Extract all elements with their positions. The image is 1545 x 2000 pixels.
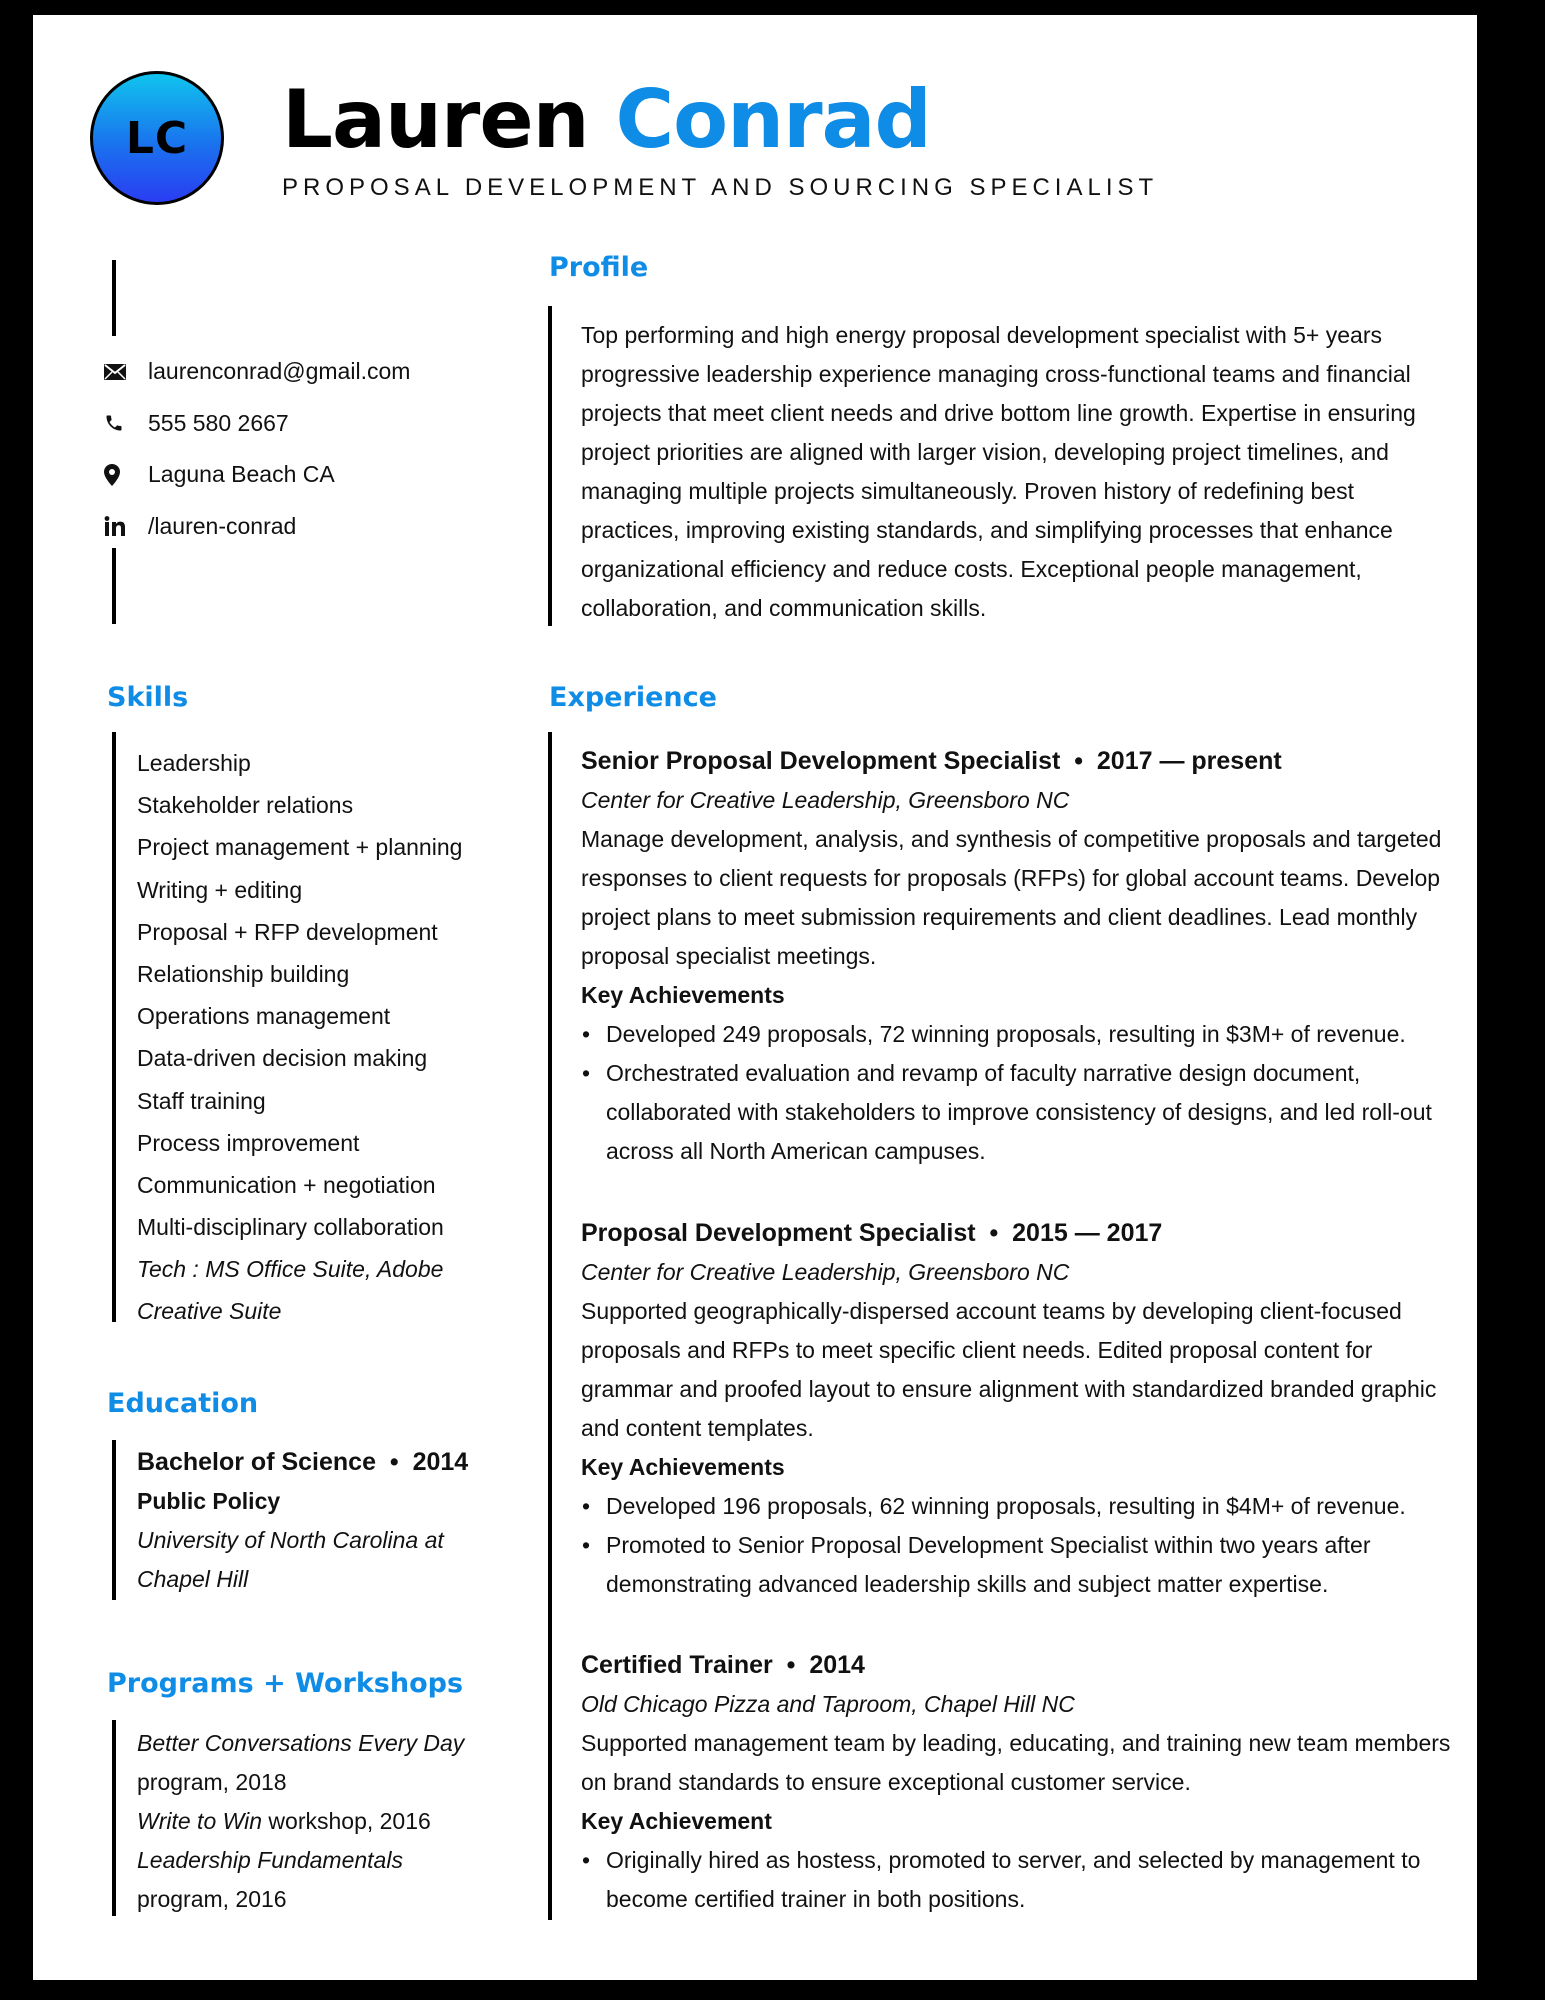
skill-item: Communication + negotiation	[137, 1171, 436, 1198]
program-1-detail: program, 2018	[137, 1769, 287, 1795]
map-pin-icon	[104, 464, 148, 486]
degree-line	[137, 1443, 468, 1482]
achievement-item: • Orchestrated evaluation and revamp of faculty narrative design document, collaborated with stakeholders to improve consistency of designs, and led roll-out across all North American campuses.	[581, 1054, 1451, 1171]
skill-item: Stakeholder relations	[137, 792, 354, 819]
job-entry-2	[581, 1213, 1451, 1604]
contact-block	[104, 346, 410, 552]
contact-divider-bottom	[112, 548, 116, 624]
skill-item: Proposal + RFP development	[137, 918, 438, 945]
experience-heading: Experience	[549, 682, 717, 713]
bullet-separator: •	[389, 1448, 399, 1476]
job-1-achievements-label: Key Achievements	[581, 982, 785, 1008]
last-name: Conrad	[615, 73, 931, 166]
job-1-header	[581, 741, 1451, 781]
job-2-organization: Center for Creative Leadership, Greensboro NC	[581, 1259, 1070, 1285]
skill-item: Staff training	[137, 1087, 266, 1114]
job-3-achievements	[581, 1841, 1451, 1919]
achievement-item: • Developed 196 proposals, 62 winning proposals, resulting in $4M+ of revenue.	[581, 1487, 1451, 1526]
programs-heading: Programs + Workshops	[107, 1668, 464, 1699]
degree-year: 2014	[412, 1448, 469, 1476]
contact-linkedin[interactable]	[104, 501, 410, 553]
first-name: Lauren	[282, 73, 589, 166]
job-entry-1	[581, 741, 1451, 1171]
job-2-dates: 2015 — 2017	[1012, 1219, 1163, 1247]
education-bar	[112, 1440, 116, 1600]
program-2-detail: workshop, 2016	[262, 1808, 431, 1834]
skill-item: Multi-disciplinary collaboration	[137, 1214, 444, 1241]
job-1-title: Senior Proposal Development Specialist	[581, 747, 1061, 775]
program-3-title	[137, 1841, 464, 1880]
skill-item: Process improvement	[137, 1129, 360, 1156]
achievement-item: • Promoted to Senior Proposal Development Specialist within two years after demonstrating advanced leadership skills and subject matter expertise.	[581, 1526, 1451, 1604]
job-3-dates: 2014	[809, 1651, 865, 1679]
bullet-separator: •	[1074, 747, 1083, 775]
skill-item-tech-cont: Creative Suite	[137, 1298, 282, 1325]
skill-item: Leadership	[137, 750, 251, 776]
skills-list	[137, 742, 462, 1333]
program-2-name: Write to Win	[137, 1808, 263, 1834]
profile-heading: Profile	[549, 252, 649, 283]
phone-icon	[104, 413, 148, 433]
job-1-dates: 2017 — present	[1096, 747, 1282, 775]
experience-bar	[548, 732, 552, 1920]
job-3-title: Certified Trainer	[581, 1651, 773, 1679]
job-2-achievements	[581, 1487, 1451, 1604]
profile-bar	[548, 306, 552, 626]
program-2	[137, 1802, 464, 1841]
job-2-description: Supported geographically-dispersed account teams by developing client-focused proposals and RFPs to meet specific client needs. Edited proposal content for grammar and proofed layout to ensure alignment with standardized branded graphic and content templates.	[581, 1298, 1437, 1441]
linkedin-text: /lauren-conrad	[148, 512, 297, 539]
school-line-1: University of North Carolina at	[137, 1527, 444, 1553]
profile-text: Top performing and high energy proposal development specialist with 5+ years progressive leadership experience managing cross-functional teams and financial projects that meet client needs and drive bottom line growth. Expertise in ensuring project priorities are aligned with larger vision, developing project timelines, and managing multiple projects simultaneously. Proven history of redefining best practices, improving existing standards, and simplifying processes that enhance organizational efficiency and reduce costs. Exceptional people management, collaboration, and communication skills.	[581, 322, 1416, 621]
program-3-name: Leadership Fundamentals	[137, 1847, 403, 1873]
candidate-name	[282, 72, 931, 168]
programs-bar	[112, 1720, 116, 1916]
email-text: laurenconrad@gmail.com	[148, 358, 411, 385]
contact-location	[104, 449, 410, 501]
job-2-achievements-label: Key Achievements	[581, 1454, 785, 1480]
degree: Bachelor of Science	[137, 1448, 376, 1476]
monogram-badge	[90, 71, 224, 205]
achievement-item: • Developed 249 proposals, 72 winning proposals, resulting in $3M+ of revenue.	[581, 1015, 1451, 1054]
contact-divider-top	[112, 260, 116, 336]
job-title: PROPOSAL DEVELOPMENT AND SOURCING SPECIALIST	[282, 174, 1159, 201]
job-1-description: Manage development, analysis, and synthesis of competitive proposals and targeted responses to client requests for proposals (RFPs) for global account teams. Develop project plans to meet submission requirements and client deadlines. Lead monthly proposal specialist meetings.	[581, 826, 1442, 969]
program-3-detail: program, 2016	[137, 1886, 287, 1912]
program-1-title	[137, 1724, 464, 1763]
skill-item: Relationship building	[137, 960, 350, 987]
contact-phone[interactable]	[104, 398, 410, 450]
skill-item: Data-driven decision making	[137, 1045, 428, 1072]
skill-item: Operations management	[137, 1003, 391, 1030]
education-heading: Education	[107, 1388, 259, 1419]
job-2-title: Proposal Development Specialist	[581, 1219, 976, 1247]
skill-item: Project management + planning	[137, 834, 463, 861]
job-3-organization: Old Chicago Pizza and Taproom, Chapel Hill NC	[581, 1691, 1075, 1717]
job-1-organization: Center for Creative Leadership, Greensboro NC	[581, 787, 1070, 813]
bullet-separator: •	[786, 1651, 796, 1679]
monogram-initials: LC	[125, 112, 189, 164]
education-block	[137, 1443, 468, 1599]
achievement-item: • Originally hired as hostess, promoted to server, and selected by management to become certified trainer in both positions.	[581, 1841, 1451, 1919]
school-line-2: Chapel Hill	[137, 1566, 249, 1592]
skill-item-tech: Tech : MS Office Suite, Adobe	[137, 1256, 444, 1283]
linkedin-icon	[104, 516, 148, 536]
skills-bar	[112, 732, 116, 1322]
job-3-header	[581, 1645, 1451, 1685]
phone-text: 555 580 2667	[148, 409, 289, 436]
bullet-separator: •	[989, 1219, 999, 1247]
job-1-achievements	[581, 1015, 1451, 1171]
job-3-achievements-label: Key Achievement	[581, 1808, 772, 1834]
envelope-icon	[104, 364, 148, 380]
programs-block	[137, 1724, 464, 1919]
location-text: Laguna Beach CA	[148, 461, 335, 488]
job-entry-3	[581, 1645, 1451, 1919]
contact-email[interactable]	[104, 346, 410, 398]
major: Public Policy	[137, 1488, 281, 1514]
job-3-description: Supported management team by leading, educating, and training new team members on brand standards to ensure exceptional customer service.	[581, 1730, 1451, 1795]
skills-heading: Skills	[107, 682, 189, 713]
skill-item: Writing + editing	[137, 876, 303, 903]
program-1-name: Better Conversations Every Day	[137, 1730, 465, 1756]
job-2-header	[581, 1213, 1451, 1253]
